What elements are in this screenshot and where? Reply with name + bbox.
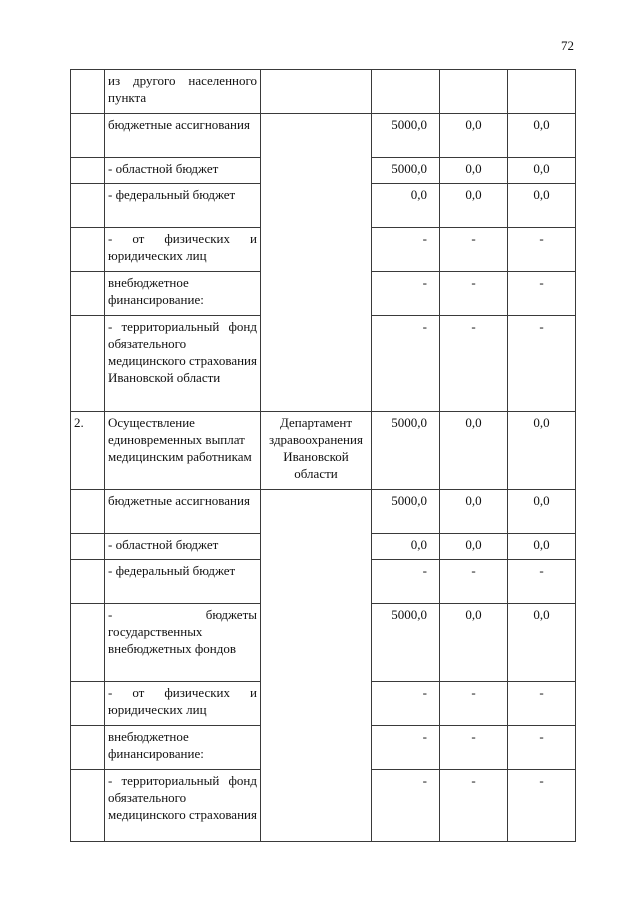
executor-cell [261,70,372,114]
value-year-2: - [440,682,508,726]
value-year-1: 5000,0 [372,412,440,490]
value-year-1: - [372,272,440,316]
value-year-2: - [440,770,508,842]
value-year-2: - [440,316,508,412]
row-name: - от физических и юридических лиц [105,682,261,726]
value-year-1: 5000,0 [372,114,440,158]
value-year-1: - [372,682,440,726]
value-year-2: 0,0 [440,490,508,534]
row-name: - областной бюджет [105,534,261,560]
row-number [71,560,105,604]
row-number [71,184,105,228]
row-name: из другого населенного пункта [105,70,261,114]
row-number: 2. [71,412,105,490]
value-year-1: - [372,228,440,272]
row-name: внебюджетное финансирование: [105,272,261,316]
value-year-3: - [508,316,576,412]
table-row [71,70,576,114]
row-name: - от физических и юридических лиц [105,228,261,272]
value-year-1: 0,0 [372,534,440,560]
value-year-2 [440,70,508,114]
value-year-2: 0,0 [440,114,508,158]
table-row [71,412,576,490]
row-name: бюджетные ассигнования [105,490,261,534]
table-row [71,114,576,158]
value-year-3 [508,70,576,114]
budget-table [70,69,576,842]
value-year-3: 0,0 [508,534,576,560]
row-name: - территориальный фонд обязательного медицинского страхования [105,770,261,842]
executor-cell [261,114,372,412]
row-number [71,228,105,272]
value-year-3: 0,0 [508,184,576,228]
value-year-2: - [440,560,508,604]
value-year-1 [372,70,440,114]
value-year-3: - [508,726,576,770]
row-number [71,70,105,114]
executor-cell [261,490,372,842]
row-number [71,272,105,316]
page-number: 72 [561,38,574,53]
row-number [71,604,105,682]
row-name: бюджетные ассигнования [105,114,261,158]
row-name: - федеральный бюджет [105,184,261,228]
value-year-3: - [508,770,576,842]
value-year-1: - [372,560,440,604]
value-year-2: 0,0 [440,412,508,490]
row-name: - территориальный фонд обязательного медицинского страхования Ивановской области [105,316,261,412]
row-name: Осуществление единовременных выплат медицинским работникам [105,412,261,490]
value-year-3: 0,0 [508,604,576,682]
row-number [71,316,105,412]
table-row [71,490,576,534]
row-number [71,682,105,726]
value-year-3: 0,0 [508,114,576,158]
value-year-2: - [440,228,508,272]
value-year-2: - [440,272,508,316]
value-year-3: 0,0 [508,412,576,490]
row-name: - федеральный бюджет [105,560,261,604]
value-year-1: 0,0 [372,184,440,228]
row-number [71,726,105,770]
row-name: - областной бюджет [105,158,261,184]
value-year-3: 0,0 [508,490,576,534]
value-year-2: 0,0 [440,534,508,560]
value-year-3: - [508,228,576,272]
value-year-2: 0,0 [440,604,508,682]
value-year-2: - [440,726,508,770]
value-year-1: 5000,0 [372,490,440,534]
executor-cell: Департамент здравоохранения Ивановской области [261,412,372,490]
value-year-3: - [508,272,576,316]
value-year-1: 5000,0 [372,158,440,184]
row-number [71,490,105,534]
value-year-3: - [508,560,576,604]
row-number [71,158,105,184]
value-year-1: 5000,0 [372,604,440,682]
value-year-2: 0,0 [440,184,508,228]
value-year-1: - [372,316,440,412]
value-year-2: 0,0 [440,158,508,184]
value-year-1: - [372,726,440,770]
row-number [71,114,105,158]
row-name: - бюджеты государственных внебюджетных фондов [105,604,261,682]
row-name: внебюджетное финансирование: [105,726,261,770]
row-number [71,534,105,560]
value-year-3: 0,0 [508,158,576,184]
value-year-1: - [372,770,440,842]
value-year-3: - [508,682,576,726]
row-number [71,770,105,842]
